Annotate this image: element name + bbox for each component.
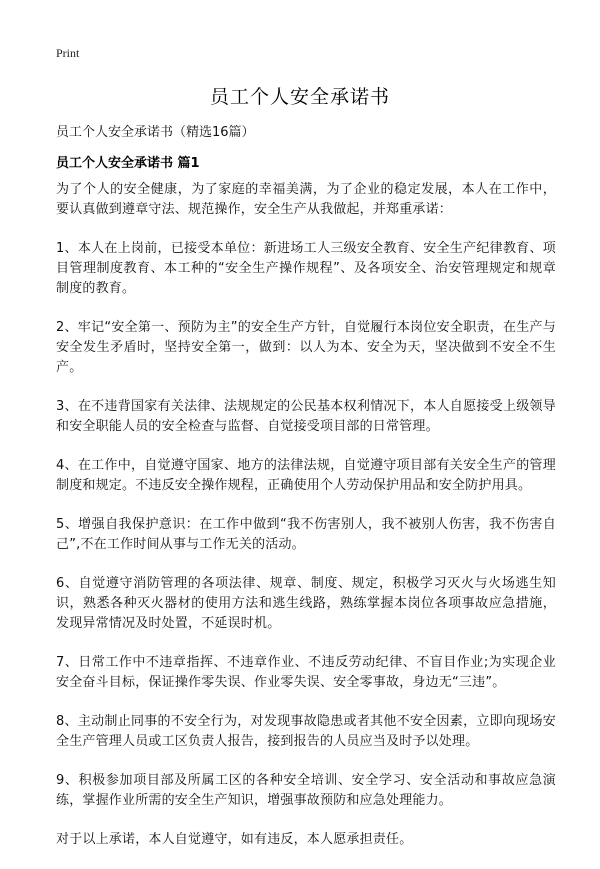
commitment-item-6: 6、自觉遵守消防管理的各项法律、规章、制度、规定，积极学习灭火与火场逃生知识，熟悉各种灭火器材的使用方法和逃生线路，熟练掌握本岗位各项事故应急措施，发现异常情况及时处置，不延误时机。 [56, 576, 556, 631]
commitment-item-7: 7、日常工作中不违章指挥、不违章作业、不违反劳动纪律、不盲目作业;为实现企业安全奋斗目标，保证操作零失误、作业零失误、安全零事故，身边无“三违”。 [56, 655, 556, 690]
intro-paragraph: 为了个人的安全健康，为了家庭的幸福美满，为了企业的稳定发展，本人在工作中，要认真做到遵章守法、规范操作，安全生产从我做起，并郑重承诺： [56, 182, 556, 217]
section-heading: 员工个人安全承诺书 篇1 [56, 156, 200, 171]
commitment-item-4: 4、在工作中，自觉遵守国家、地方的法律法规，自觉遵守项目部有关安全生产的管理制度和规定。不违反安全操作规程，正确使用个人劳动保护用品和安全防护用具。 [56, 458, 556, 493]
commitment-item-1: 1、本人在上岗前，已接受本单位：新进场工人三级安全教育、安全生产纪律教育、项目管理制度教育、本工种的“安全生产操作规程”、及各项安全、治安管理规定和规章制度的教育。 [56, 241, 556, 296]
commitment-item-9: 9、积极参加项目部及所属工区的各种安全培训、安全学习、安全活动和事故应急演练，掌握作业所需的安全生产知识，增强事故预防和应急处理能力。 [56, 773, 556, 808]
document-subtitle: 员工个人安全承诺书（精选16篇） [56, 125, 255, 140]
commitment-item-8: 8、主动制止同事的不安全行为，对发现事故隐患或者其他不安全因素，立即向现场安全生产管理人员或工区负责人报告，接到报告的人员应当及时予以处理。 [56, 714, 556, 749]
commitment-item-3: 3、在不违背国家有关法律、法规规定的公民基本权利情况下，本人自愿接受上级领导和安全职能人员的安全检查与监督、自觉接受项目部的日常管理。 [56, 399, 556, 434]
document-body [56, 180, 556, 869]
closing-paragraph: 对于以上承诺，本人自觉遵守，如有违反，本人愿承担责任。 [56, 832, 413, 847]
commitment-item-5: 5、增强自我保护意识：在工作中做到“我不伤害别人，我不被别人伤害，我不伤害自己”,不在工作时间从事与工作无关的活动。 [56, 517, 556, 552]
print-link[interactable]: Print [56, 46, 80, 60]
commitment-item-2: 2、牢记“安全第一、预防为主”的安全生产方针，自觉履行本岗位安全职责，在生产与安全发生矛盾时，坚持安全第一，做到：以人为本、安全为天，坚决做到不安全不生产。 [56, 320, 556, 375]
page-title: 员工个人安全承诺书 [209, 86, 390, 108]
